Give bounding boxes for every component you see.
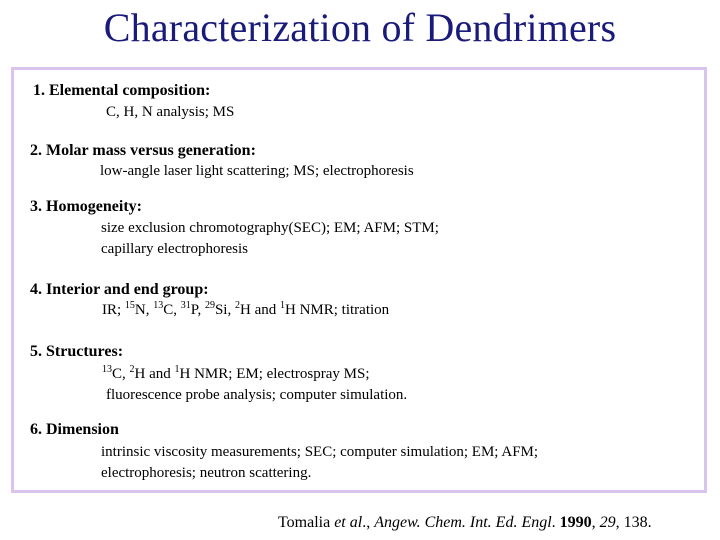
nmr4-text-5: Si, — [214, 302, 235, 318]
section-3-heading: 3. Homogeneity: — [30, 198, 142, 215]
nmr4-text-3: C, — [163, 302, 181, 318]
nmr5-text-2: H and — [134, 366, 175, 382]
citation-year: 1990 — [559, 514, 592, 531]
section-5-line-2: fluorescence probe analysis; computer simulation. — [106, 387, 408, 403]
citation-authors: Tomalia — [278, 514, 335, 531]
nmr4-text-4: P, — [190, 302, 205, 318]
nmr4-text-6: H and — [239, 302, 280, 318]
nmr4-sup-5: 2 — [234, 300, 240, 311]
nmr4-sup-6: 1 — [279, 300, 285, 311]
citation-pages: , 138. — [615, 514, 652, 531]
section-6-line-1: intrinsic viscosity measurements; SEC; computer simulation; EM; AFM; — [101, 444, 539, 460]
citation-sep-3: , — [591, 514, 600, 531]
nmr5-text-1: C, — [112, 366, 130, 382]
nmr4-text-1: IR; — [102, 302, 125, 318]
citation-sep-2: . — [551, 514, 560, 531]
section-6-line-2: electrophoresis; neutron scattering. — [101, 465, 312, 481]
section-1-heading: 1. Elemental composition: — [33, 82, 211, 99]
section-2-line-1: low-angle laser light scattering; MS; electrophoresis — [100, 163, 414, 179]
section-3-line-1: size exclusion chromotography(SEC); EM; AFM; STM; — [101, 220, 439, 236]
nmr4-text-2: N, — [134, 302, 154, 318]
section-5-heading: 5. Structures: — [30, 343, 124, 360]
section-6-heading: 6. Dimension — [30, 421, 119, 438]
citation-journal: Angew. Chem. Int. Ed. Engl — [374, 514, 552, 531]
nmr4-sup-4: 29 — [204, 300, 215, 311]
section-4-line-1 — [102, 302, 389, 319]
citation-sep-1: ., — [362, 514, 375, 531]
citation — [278, 514, 652, 532]
nmr4-text-7: H NMR; titration — [284, 302, 390, 318]
nmr5-text-3: H NMR; EM; electrospray MS; — [179, 366, 370, 382]
nmr4-sup-3: 31 — [180, 300, 191, 311]
nmr5-sup-3: 1 — [174, 364, 180, 375]
section-2-heading: 2. Molar mass versus generation: — [30, 142, 256, 159]
citation-etal: et al — [334, 514, 363, 531]
nmr4-sup-2: 13 — [153, 300, 164, 311]
section-1-line-1: C, H, N analysis; MS — [106, 104, 235, 120]
citation-volume: 29 — [599, 514, 616, 531]
section-5-line-1 — [102, 366, 370, 383]
slide-title: Characterization of Dendrimers — [103, 5, 617, 50]
nmr5-sup-2: 2 — [129, 364, 135, 375]
nmr5-sup-1: 13 — [102, 364, 112, 375]
nmr4-sup-1: 15 — [124, 300, 135, 311]
section-4-heading: 4. Interior and end group: — [30, 281, 209, 298]
section-3-line-2: capillary electrophoresis — [101, 241, 249, 257]
